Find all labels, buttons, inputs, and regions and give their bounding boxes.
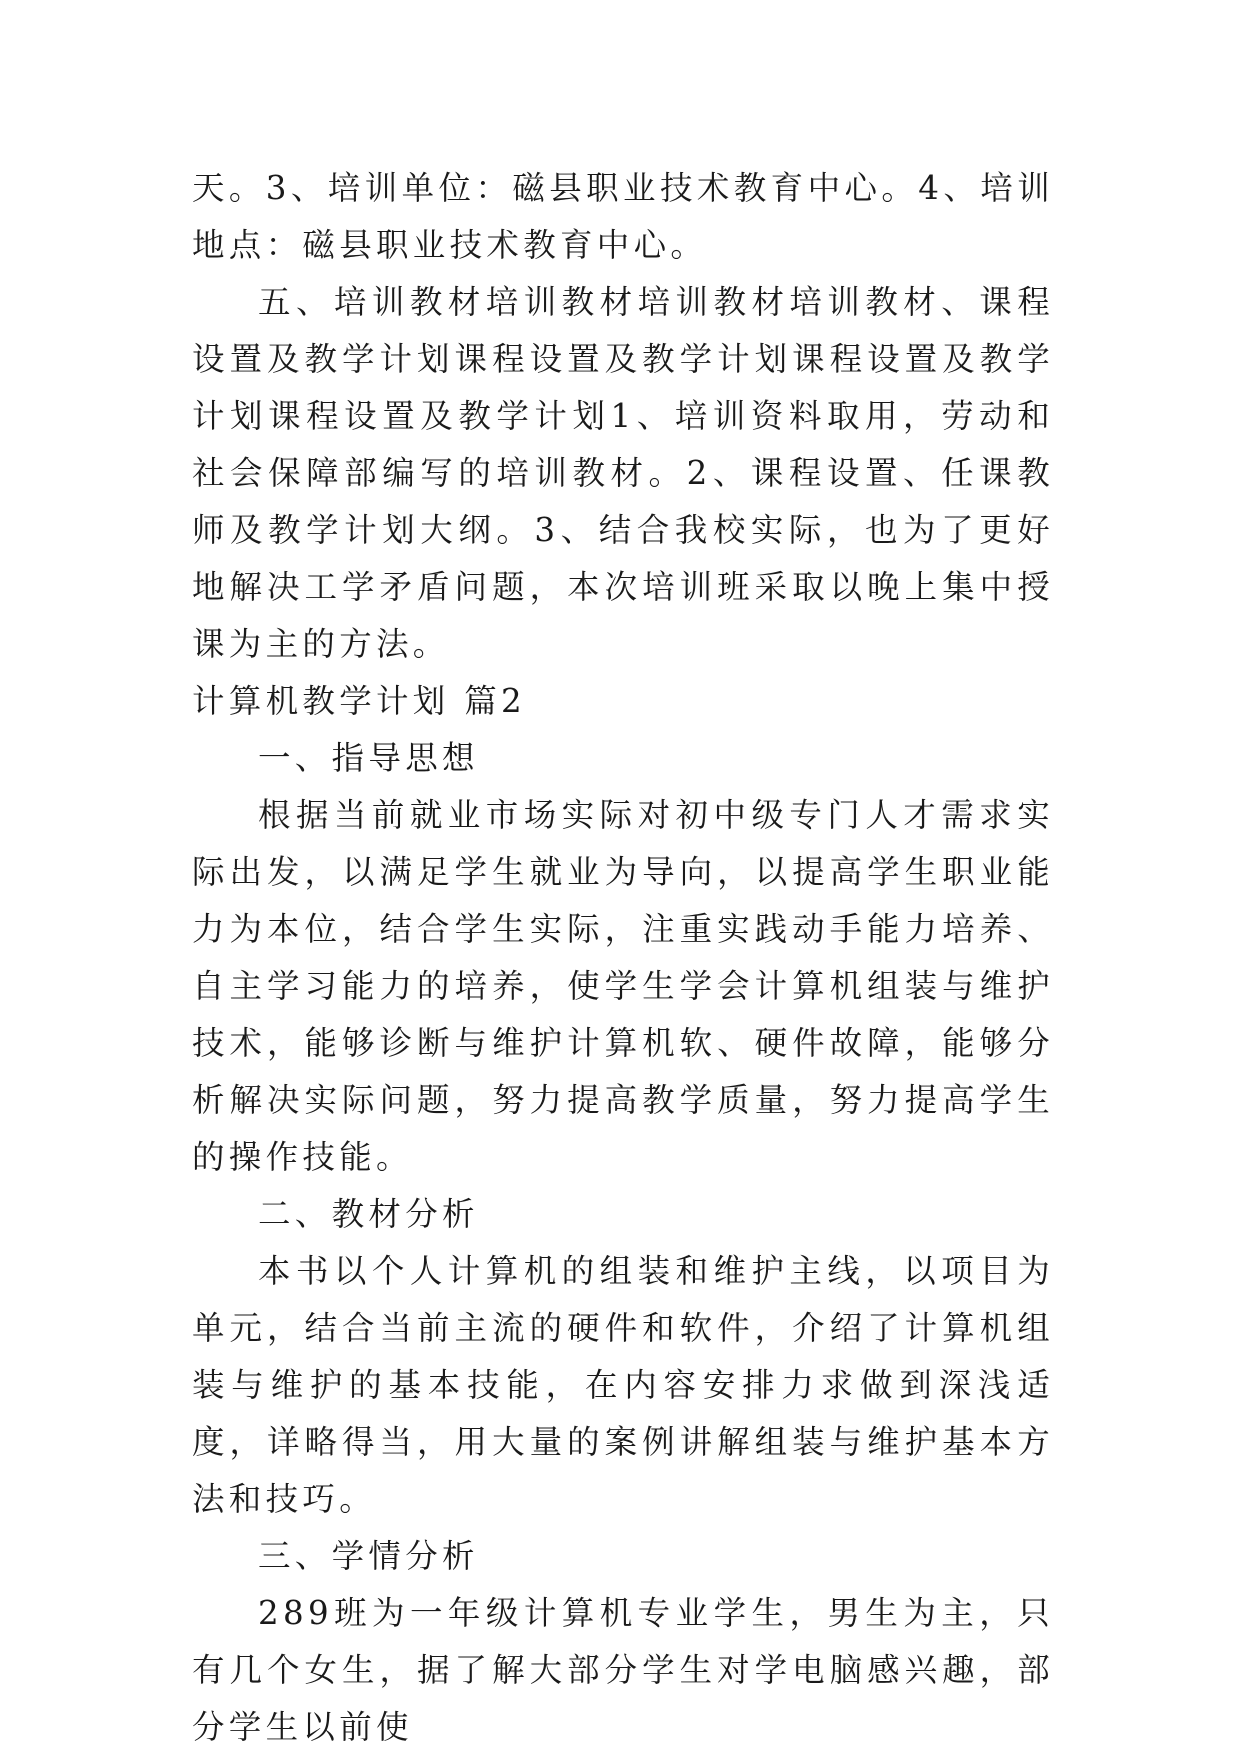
section-title: 计算机教学计划 篇2 [192, 682, 527, 720]
heading-student-analysis: 三、学情分析 [258, 1537, 479, 1575]
paragraph-textbook-analysis: 本书以个人计算机的组装和维护主线，以项目为单元，结合当前主流的硬件和软件，介绍了计算机组装与维护的基本技能，在内容安排力求做到深浅适度，详略得当，用大量的案例讲解组装与维护基本方法和技巧。 [192, 1252, 1054, 1518]
paragraph-training-location: 天。3、培训单位：磁县职业技术教育中心。4、培训地点：磁县职业技术教育中心。 [192, 169, 1054, 264]
paragraph-guiding-ideology: 根据当前就业市场实际对初中级专门人才需求实际出发，以满足学生就业为导向，以提高学生职业能力为本位，结合学生实际，注重实践动手能力培养、自主学习能力的培养，使学生学会计算机组装与维护技术，能够诊断与维护计算机软、硬件故障，能够分析解决实际问题，努力提高教学质量，努力提高学生的操作技能。 [192, 796, 1054, 1176]
heading-textbook-analysis: 二、教材分析 [258, 1195, 479, 1233]
heading-guiding-ideology: 一、指导思想 [258, 739, 479, 777]
paragraph-student-analysis: 289班为一年级计算机专业学生，男生为主，只有几个女生，据了解大部分学生对学电脑感兴趣，部分学生以前使 [192, 1594, 1054, 1746]
document-body [192, 160, 1054, 1756]
paragraph-training-materials: 五、培训教材培训教材培训教材培训教材、课程设置及教学计划课程设置及教学计划课程设置及教学计划课程设置及教学计划1、培训资料取用，劳动和社会保障部编写的培训教材。2、课程设置、任课教师及教学计划大纲。3、结合我校实际，也为了更好地解决工学矛盾问题，本次培训班采取以晚上集中授课为主的方法。 [192, 283, 1054, 663]
